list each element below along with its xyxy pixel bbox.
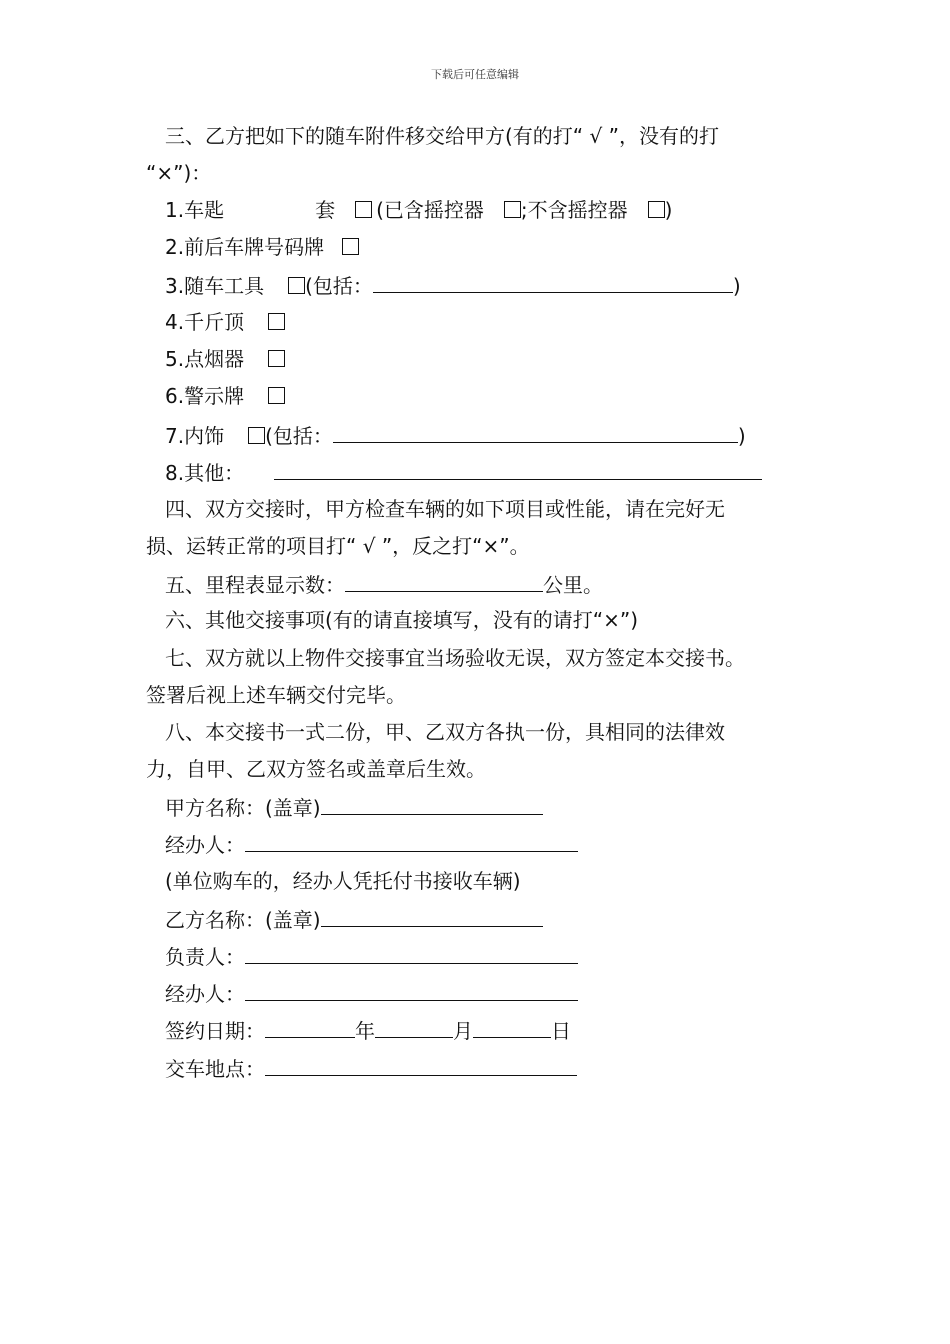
item-interior — [165, 422, 746, 448]
agent-b-label: 经办人： — [165, 982, 245, 1006]
mileage-blank[interactable] — [345, 571, 543, 592]
page-header: 下载后可任意编辑 — [431, 68, 519, 81]
section8-line2: 力，自甲、乙双方签名或盖章后生效。 — [146, 757, 486, 781]
location-label: 交车地点： — [165, 1057, 265, 1081]
party-b-blank[interactable] — [321, 906, 543, 927]
date-label: 签约日期： — [165, 1019, 265, 1043]
item-plates — [165, 235, 359, 259]
item-interior-pre: (包括： — [265, 424, 333, 448]
item-other-label: 8.其他： — [165, 461, 245, 485]
party-a-line — [165, 794, 543, 820]
location-line — [165, 1055, 577, 1081]
agent-b-blank[interactable] — [245, 980, 578, 1001]
item-keys — [165, 198, 672, 222]
date-line — [165, 1017, 571, 1043]
sign-note: (单位购车的，经办人凭托付书接收车辆) — [165, 869, 521, 893]
party-b-line — [165, 906, 543, 932]
section7-line1: 七、双方就以上物件交接事宜当场验收无误，双方签定本交接书。 — [165, 646, 745, 670]
item-jack — [165, 310, 285, 334]
item-interior-post: ) — [737, 424, 746, 448]
item-plates-label: 2.前后车牌号码牌 — [165, 235, 325, 259]
item-interior-label: 7.内饰 — [165, 424, 225, 448]
month-blank[interactable] — [375, 1017, 453, 1038]
item-keys-remote-excl: ;不含摇控器 — [520, 198, 628, 222]
day-label: 日 — [551, 1019, 571, 1043]
party-a-label: 甲方名称：(盖章) — [165, 796, 321, 820]
item-lighter-label: 5.点烟器 — [165, 347, 245, 371]
section4-line1: 四、双方交接时，甲方检查车辆的如下项目或性能，请在完好无 — [165, 497, 725, 521]
section6: 六、其他交接事项(有的请直接填写，没有的请打“×”) — [165, 608, 639, 632]
month-label: 月 — [453, 1019, 473, 1043]
lighter-checkbox[interactable] — [268, 350, 285, 367]
agent-a-blank[interactable] — [245, 831, 578, 852]
warning-checkbox[interactable] — [268, 387, 285, 404]
agent-a-line — [165, 831, 578, 857]
item-keys-close: ) — [664, 198, 673, 222]
responsible-label: 负责人： — [165, 945, 245, 969]
party-b-label: 乙方名称：(盖章) — [165, 908, 321, 932]
agent-a-label: 经办人： — [165, 833, 245, 857]
section4-line2: 损、运转正常的项目打“ √ ”，反之打“×”。 — [146, 534, 530, 558]
section3-line2: “×”)： — [146, 161, 212, 185]
section5 — [165, 571, 603, 597]
section5-label: 五、里程表显示数： — [165, 573, 345, 597]
remote-included-checkbox[interactable] — [504, 201, 521, 218]
responsible-blank[interactable] — [245, 943, 578, 964]
year-label: 年 — [355, 1019, 375, 1043]
item-lighter — [165, 347, 285, 371]
item-jack-label: 4.千斤顶 — [165, 310, 245, 334]
jack-checkbox[interactable] — [268, 313, 285, 330]
tools-blank[interactable] — [373, 272, 733, 293]
year-blank[interactable] — [265, 1017, 355, 1038]
section3-line1: 三、乙方把如下的随车附件移交给甲方(有的打“ √ ”，没有的打 — [165, 124, 719, 148]
item-tools-pre: (包括： — [305, 274, 373, 298]
interior-checkbox[interactable] — [248, 427, 265, 444]
section8-line1: 八、本交接书一式二份，甲、乙双方各执一份，具相同的法律效 — [165, 720, 725, 744]
item-tools-label: 3.随车工具 — [165, 274, 265, 298]
item-keys-label: 1.车匙 — [165, 198, 225, 222]
item-tools — [165, 272, 741, 298]
tools-checkbox[interactable] — [288, 277, 305, 294]
other-blank[interactable] — [274, 459, 762, 480]
location-blank[interactable] — [265, 1055, 577, 1076]
agent-b-line — [165, 980, 578, 1006]
party-a-blank[interactable] — [321, 794, 543, 815]
item-tools-post: ) — [732, 274, 741, 298]
item-warning-label: 6.警示牌 — [165, 384, 245, 408]
section7-line2: 签署后视上述车辆交付完毕。 — [146, 683, 406, 707]
item-warning — [165, 384, 285, 408]
day-blank[interactable] — [473, 1017, 551, 1038]
keys-checkbox[interactable] — [355, 201, 372, 218]
item-keys-remote-incl: (已含摇控器 — [376, 198, 484, 222]
item-other — [165, 459, 762, 485]
plates-checkbox[interactable] — [342, 238, 359, 255]
remote-excluded-checkbox[interactable] — [648, 201, 665, 218]
item-keys-unit: 套 — [315, 198, 336, 222]
responsible-line — [165, 943, 578, 969]
section5-unit: 公里。 — [543, 573, 603, 597]
interior-blank[interactable] — [333, 422, 738, 443]
